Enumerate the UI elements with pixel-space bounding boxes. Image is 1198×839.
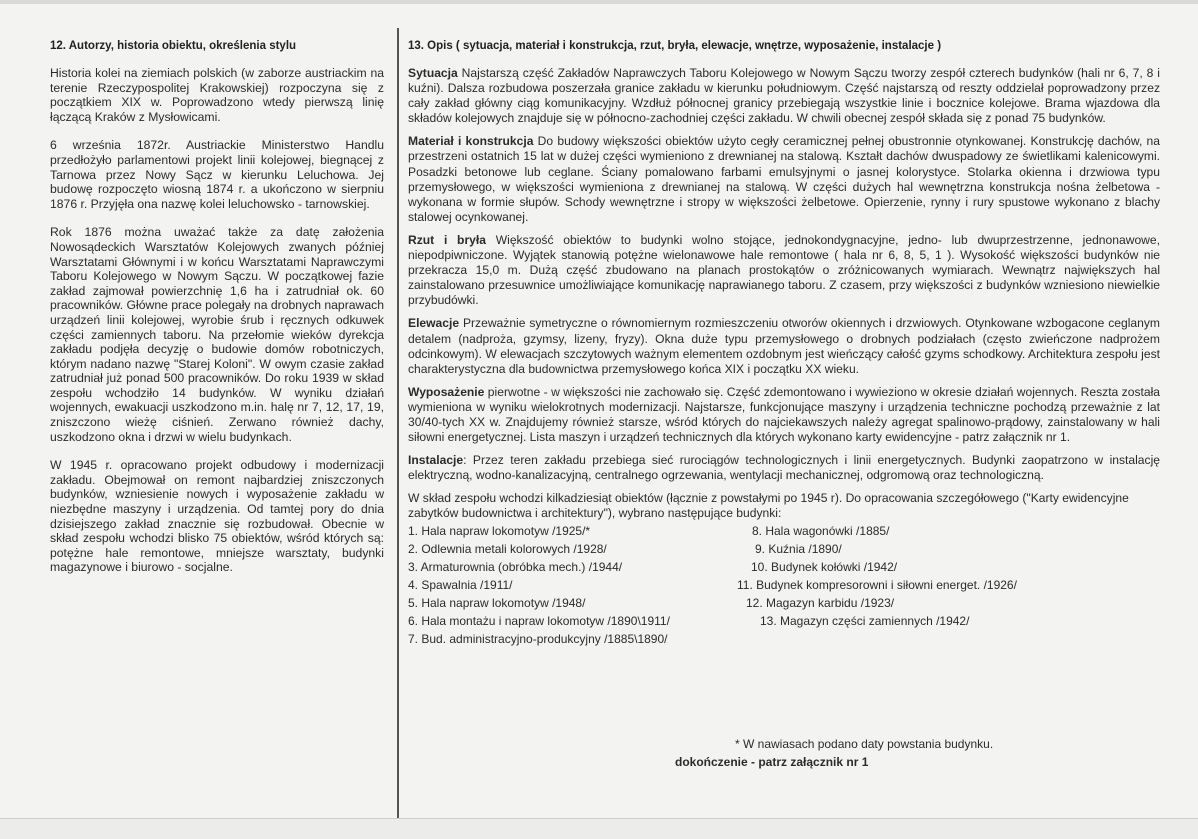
- right-column: [408, 40, 1160, 769]
- list-item: 2. Odlewnia metali kolorowych /1928/: [408, 541, 607, 556]
- history-paragraph-4: W 1945 r. opracowano projekt odbudowy i modernizacji zakładu. Obejmował on remont najbardziej zniszczonych budynków, wzniesienie nowych i wyposażenie zakładu w niezbędne maszyny i urządzenia. Od tamtej pory do dnia dzisiejszego zakład znacznie się rozbudował. Obecnie w skład zespołu wchodzi blisko 75 obiektów, wśród których są: potężne hale remontowe, mniejsze warsztaty, budynki magazynowe i biurowo - socjalne.: [50, 458, 384, 575]
- section-13-heading: 13. Opis ( sytuacja, materiał i konstrukcja, rzut, bryła, elewacje, wnętrze, wyposażenie, instalacje ): [408, 40, 942, 52]
- list-item: 3. Armaturownia (obróbka mech.) /1944/: [408, 559, 623, 574]
- desc-label: Wyposażenie: [408, 384, 485, 399]
- desc-wyposazenie: [408, 385, 1160, 445]
- desc-rzut: [408, 233, 1160, 308]
- object-list: [408, 524, 1160, 652]
- left-column: [50, 40, 384, 589]
- list-item: 7. Bud. administracyjno-produkcyjny /1885\1890/: [408, 631, 668, 646]
- scan-bottom-edge: [0, 818, 1198, 839]
- footnote: * W nawiasach podano daty powstania budynku.: [735, 737, 994, 751]
- section-12-heading: 12. Autorzy, historia obiektu, określenia stylu: [50, 40, 297, 52]
- history-paragraph-1: Historia kolei na ziemiach polskich (w zaborze austriackim na terenie Rzeczypospolitej Krakowskiej) rozpoczyna się z początkiem XIX w. Poprowadzono wtedy pierwszą linię łączącą Kraków z Mysłowicami.: [50, 66, 384, 124]
- list-item: 4. Spawalnia /1911/: [408, 577, 513, 592]
- desc-text: Najstarszą część Zakładów Naprawczych Taboru Kolejowego w Nowym Sączu tworzy zespół czterech budynków (hali nr 6, 7, 8 i kuźni). Dalsza rozbudowa poszerzała granice zakładu w kierunku południowym. Część najstarszą od reszty oddzielał poprowadzony przez cały zakład główny ciąg komunikacyjny. Wzdłuż północnej granicy przebiegają wszystkie linie i bocznice kolejowe. Brama wjazdowa dla składów kolejowych znajduje się w północno-zachodniej części zakładu. W chwili obecnej zespół składa się z ponad 75 budynków.: [408, 66, 1160, 126]
- desc-instalacje: [408, 453, 1160, 483]
- list-item: 9. Kuźnia /1890/: [755, 541, 842, 556]
- scan-top-edge: [0, 0, 1198, 4]
- desc-elewacje: [408, 316, 1160, 376]
- list-item: 6. Hala montażu i napraw lokomotyw /1890\1911/: [408, 613, 670, 628]
- object-list-intro: W skład zespołu wchodzi kilkadziesiąt obiektów (łącznie z powstałymi po 1945 r). Do opracowania szczegółowego ("Karty ewidencyjne zabytków budownictwa i architektury"), wybrano następujące budynki:: [408, 491, 1129, 521]
- list-item: 10. Budynek kołówki /1942/: [751, 559, 898, 574]
- list-item: 11. Budynek kompresorowni i siłowni energet. /1926/: [737, 577, 1017, 592]
- desc-label: Materiał i konstrukcja: [408, 134, 534, 149]
- history-paragraph-3: Rok 1876 można uważać także za datę założenia Nowosądeckich Warsztatów Kolejowych zwanych później Warsztatami Głównymi i w końcu Warsztatami Naprawczymi Taboru Kolejowego w Nowym Sączu. W początkowej fazie zakład zajmował powierzchnię 1,6 ha i zatrudniał ok. 60 pracowników. Główne prace polegały na drobnych naprawach urządzeń linii kolejowej, wyrobie śrub i ręcznych odkuwek części zamiennych taboru. Na przełomie wieków dyrekcja zakładu podjęła decyzję o budowie domów robotniczych, którym nadano nazwę "Starej Koloni". W owym czasie zakład zatrudniał już ponad 500 pracowników. Do roku 1939 w skład zespołu wchodziło 14 budynków. W wyniku działań wojennych, ewakuacji uszkodzono m.in. halę nr 7, 12, 17, 19, zniszczono wieżę ciśnień. Zerwano również dachy, uszkodzono okna i drzwi w wielu budynkach.: [50, 225, 385, 444]
- list-item: 12. Magazyn karbidu /1923/: [746, 595, 895, 610]
- desc-sytuacja: [408, 66, 1160, 126]
- completion-note: dokończenie - patrz załącznik nr 1: [675, 755, 869, 769]
- desc-label: Instalacje: [408, 453, 464, 468]
- desc-label: Rzut i bryła: [408, 232, 486, 247]
- list-item: 8. Hala wagonówki /1885/: [752, 523, 890, 538]
- desc-text: Przeważnie symetryczne o równomiernym rozmieszczeniu otworów okiennych i drzwiowych. Otynkowane wzbogacone ceglanym detalem (nadproża, gzymsy, lizeny, fryzy). Okna duże typu przemysłowego o drobnych podziałach (często zwieńczone nadprożem odcinkowym). W elewacjach szczytowych ważnym elementem ozdobnym jest wieńczący całość gzyms schodkowy. Architektura zespołu jest charakterystyczna dla budownictwa przemysłowego końca XIX i początku XX wieku.: [408, 316, 1160, 376]
- list-item: 13. Magazyn części zamiennych /1942/: [760, 613, 970, 628]
- desc-material: [408, 134, 1160, 225]
- desc-label: Elewacje: [408, 316, 460, 331]
- list-item: 5. Hala napraw lokomotyw /1948/: [408, 595, 586, 610]
- desc-text: Większość obiektów to budynki wolno stojące, jednokondygnacyjne, jedno- lub dwuprzestrzenne, jednonawowe, niepodpiwniczone. Wyjątek stanowią potężne wielonawowe hale remontowe ( hala nr 6, 8, 5, 1 ). Wysokość większości budynków nie przekracza 15,0 m. Dużą część zbudowano na planach prostokątów o zróżnicowanych wymiarach. Wewnątrz największych hal zainstalowano przesuwnice umożliwiające komunikację naprawianego taboru. Z czasem, przy większości z budynków wzniesiono niewielkie przybudówki.: [408, 232, 1160, 308]
- desc-text: Do budowy większości obiektów użyto cegły ceramicznej pełnej obustronnie otynkowanej. Konstrukcję dachów, na przestrzeni ostatnich 15 lat w dużej części wymieniono z drewnianej na stalową. Kształt dachów dwuspadowy ze świetlikami kalenicowymi. Posadzki betonowe lub ceglane. Ściany pomalowano farbami emulsyjnymi o jasnej kolorystyce. Stolarka okienna i drzwiowa typu przemysłowego, w większości wymieniona z drewnianej na stalową. W części dużych hal wewnętrzna konstrukcja nośna żelbetowa - wykonana w formie słupów. Schody wewnętrzne i stropy w większości żelbetowe. Opierzenie, rynny i rury spustowe wykonano z blachy stalowej ocynkowanej.: [408, 134, 1160, 224]
- history-paragraph-2: 6 września 1872r. Austriackie Ministerstwo Handlu przedłożyło parlamentowi projekt linii kolejowej, biegnącej z Tarnowa przez Nowy Sącz w kierunku Leluchowa. Jej budowę rozpoczęto wiosną 1874 r. a ukończono w sierpniu 1876 r. Przyjęła ona nazwę kolei leluchowsko - tarnowskiej.: [50, 138, 384, 211]
- column-divider: [397, 28, 399, 828]
- desc-label: Sytuacja: [408, 66, 458, 80]
- desc-text: : Przez teren zakładu przebiega sieć rurociągów technologicznych i linii energetycznych. Budynki zaopatrzono w instalację elektryczną, wodno-kanalizacyjną, centralnego ogrzewania, wentylacji mechanicznej, odgromową oraz technologiczną.: [408, 453, 1160, 483]
- list-item: 1. Hala napraw lokomotyw /1925/*: [408, 523, 591, 538]
- desc-text: pierwotne - w większości nie zachowało się. Część zdemontowano i wywieziono w okresie działań wojennych. Reszta została wymieniona w wyniku wielokrotnych modernizacji. Najstarsze, funkcjonujące maszyny i urządzenia techniczne pochodzą przeważnie z lat 30/40-tych XX w. Znajdujemy również starsze, wśród których do najciekawszych należy agregat spalinowo-prądowy, zainstalowany w hali siłowni energetycznej. Lista maszyn i urządzeń technicznych dla których wykonano karty ewidencyjne - patrz załącznik nr 1.: [408, 384, 1160, 445]
